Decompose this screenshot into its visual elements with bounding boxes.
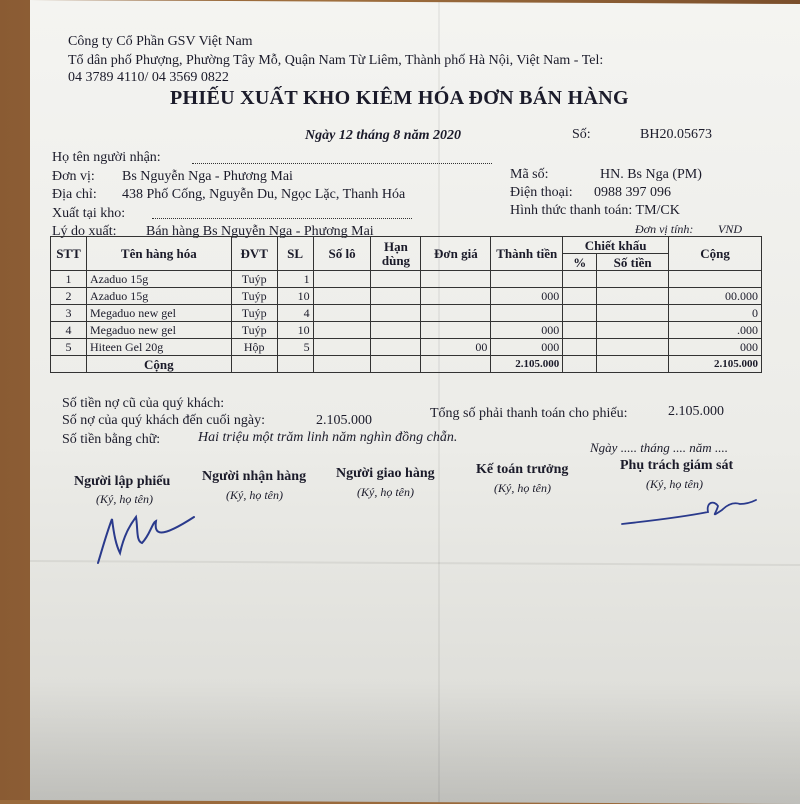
header-name: Tên hàng hóa	[86, 237, 231, 271]
reason-label: Lý do xuất:	[52, 224, 117, 239]
table-row	[51, 322, 762, 339]
cell-qty: 5	[277, 339, 313, 356]
sum-cell-stt	[51, 356, 87, 373]
cell-unit: Hộp	[231, 339, 277, 356]
cell-name: Megaduo new gel	[86, 305, 231, 322]
cell-price: 00	[421, 339, 491, 356]
cell-name: Azaduo 15g	[86, 271, 231, 288]
cell-stt: 5	[51, 339, 87, 356]
cell-total: .000	[669, 322, 762, 339]
warehouse-label: Xuất tại kho:	[52, 206, 126, 221]
cell-unit: Tuýp	[231, 288, 277, 305]
document-number-label: Số:	[572, 127, 591, 142]
items-table	[50, 236, 762, 373]
table-row	[51, 271, 762, 288]
header-discount-amount: Số tiền	[597, 254, 669, 271]
header-total: Cộng	[669, 237, 762, 271]
signature-role-4: Kế toán trưởng	[476, 462, 569, 477]
cell-amount	[491, 305, 563, 322]
cell-amount: 000	[491, 322, 563, 339]
cell-amount	[491, 271, 563, 288]
header-lot: Số lô	[313, 237, 371, 271]
cell-stt: 1	[51, 271, 87, 288]
address-value: 438 Phố Cống, Nguyễn Du, Ngọc Lặc, Thanh Hóa	[122, 187, 406, 202]
header-amount: Thành tiền	[491, 237, 563, 271]
phone-value: 0988 397 096	[594, 185, 671, 200]
cell-amount: 000	[491, 288, 563, 305]
sum-total: 2.105.000	[669, 356, 762, 373]
cell-qty: 4	[277, 305, 313, 322]
total-pay-value: 2.105.000	[668, 404, 724, 419]
cell-stt: 4	[51, 322, 87, 339]
cell-price	[421, 271, 491, 288]
cell-total	[669, 271, 762, 288]
debt-end-value: 2.105.000	[316, 413, 372, 428]
header-discount: Chiết khấu	[563, 237, 669, 254]
signature-note-3: (Ký, họ tên)	[357, 485, 414, 499]
signature-scribble-2	[618, 492, 758, 532]
cell-stt: 2	[51, 288, 87, 305]
company-name: Công ty Cổ Phần GSV Việt Nam	[68, 34, 253, 49]
cell-total: 00.000	[669, 288, 762, 305]
header-expiry: Hạn dùng	[371, 237, 421, 271]
cell-qty: 10	[277, 288, 313, 305]
signature-date-blank: Ngày ..... tháng .... năm ....	[590, 440, 728, 455]
document-title: PHIẾU XUẤT KHO KIÊM HÓA ĐƠN BÁN HÀNG	[170, 87, 629, 109]
cell-stt: 3	[51, 305, 87, 322]
signature-role-1: Người lập phiếu	[74, 474, 171, 489]
cell-total: 000	[669, 339, 762, 356]
header-unit: ĐVT	[231, 237, 277, 271]
unit-label: Đơn vị:	[52, 169, 95, 184]
warehouse-dotted-line	[152, 218, 412, 219]
cell-name: Azaduo 15g	[86, 288, 231, 305]
cell-unit: Tuýp	[231, 322, 277, 339]
code-label: Mã số:	[510, 167, 549, 182]
total-pay-label: Tổng số phải thanh toán cho phiếu:	[430, 406, 628, 421]
table-row	[51, 288, 762, 305]
unit-value: Bs Nguyễn Nga - Phương Mai	[122, 169, 293, 184]
recipient-label: Họ tên người nhận:	[52, 150, 161, 165]
signature-note-4: (Ký, họ tên)	[494, 481, 551, 495]
cell-price	[421, 322, 491, 339]
header-qty: SL	[277, 237, 313, 271]
cell-price	[421, 288, 491, 305]
address-label: Địa chỉ:	[52, 187, 97, 202]
company-address: Tổ dân phố Phượng, Phường Tây Mỗ, Quận Nam Từ Liêm, Thành phố Hà Nội, Việt Nam - Tel:	[68, 53, 604, 68]
paper-shadow	[30, 680, 800, 804]
cell-name: Megaduo new gel	[86, 322, 231, 339]
in-words-label: Số tiền bằng chữ:	[62, 432, 161, 447]
signature-note-2: (Ký, họ tên)	[226, 488, 283, 502]
reason-value: Bán hàng Bs Nguyễn Nga - Phương Mai	[146, 224, 374, 239]
in-words-value: Hai triệu một trăm linh năm nghìn đồng chẵn.	[198, 430, 458, 445]
cell-total: 0	[669, 305, 762, 322]
phone-label: Điện thoại:	[510, 185, 573, 200]
sum-label: Cộng	[86, 356, 231, 373]
cell-unit: Tuýp	[231, 271, 277, 288]
cell-unit: Tuýp	[231, 305, 277, 322]
cell-qty: 10	[277, 322, 313, 339]
document-date: Ngày 12 tháng 8 năm 2020	[305, 128, 461, 143]
sum-amount: 2.105.000	[491, 356, 563, 373]
company-phone: 04 3789 4110/ 04 3569 0822	[68, 70, 229, 85]
code-value: HN. Bs Nga (PM)	[600, 167, 702, 182]
cell-amount: 000	[491, 339, 563, 356]
old-debt-label: Số tiền nợ cũ của quý khách:	[62, 396, 225, 411]
table-row	[51, 339, 762, 356]
signature-role-3: Người giao hàng	[336, 466, 435, 481]
signature-role-5: Phụ trách giám sát	[620, 458, 734, 473]
cell-qty: 1	[277, 271, 313, 288]
cell-name: Hiteen Gel 20g	[86, 339, 231, 356]
signature-scribble-1	[90, 505, 200, 570]
document-number: BH20.05673	[640, 127, 712, 142]
header-price: Đơn giá	[421, 237, 491, 271]
payment-method: Hình thức thanh toán: TM/CK	[510, 203, 680, 218]
currency-label: Đơn vị tính:	[635, 222, 694, 236]
cell-price	[421, 305, 491, 322]
header-discount-pct: %	[563, 254, 597, 271]
signature-note-1: (Ký, họ tên)	[96, 492, 153, 506]
signature-note-5: (Ký, họ tên)	[646, 477, 703, 491]
currency-value: VND	[718, 222, 742, 236]
recipient-dotted-line	[192, 163, 492, 164]
debt-end-label: Số nợ của quý khách đến cuối ngày:	[62, 413, 265, 428]
header-stt: STT	[51, 237, 87, 271]
signature-role-2: Người nhận hàng	[202, 469, 307, 484]
table-row	[51, 305, 762, 322]
